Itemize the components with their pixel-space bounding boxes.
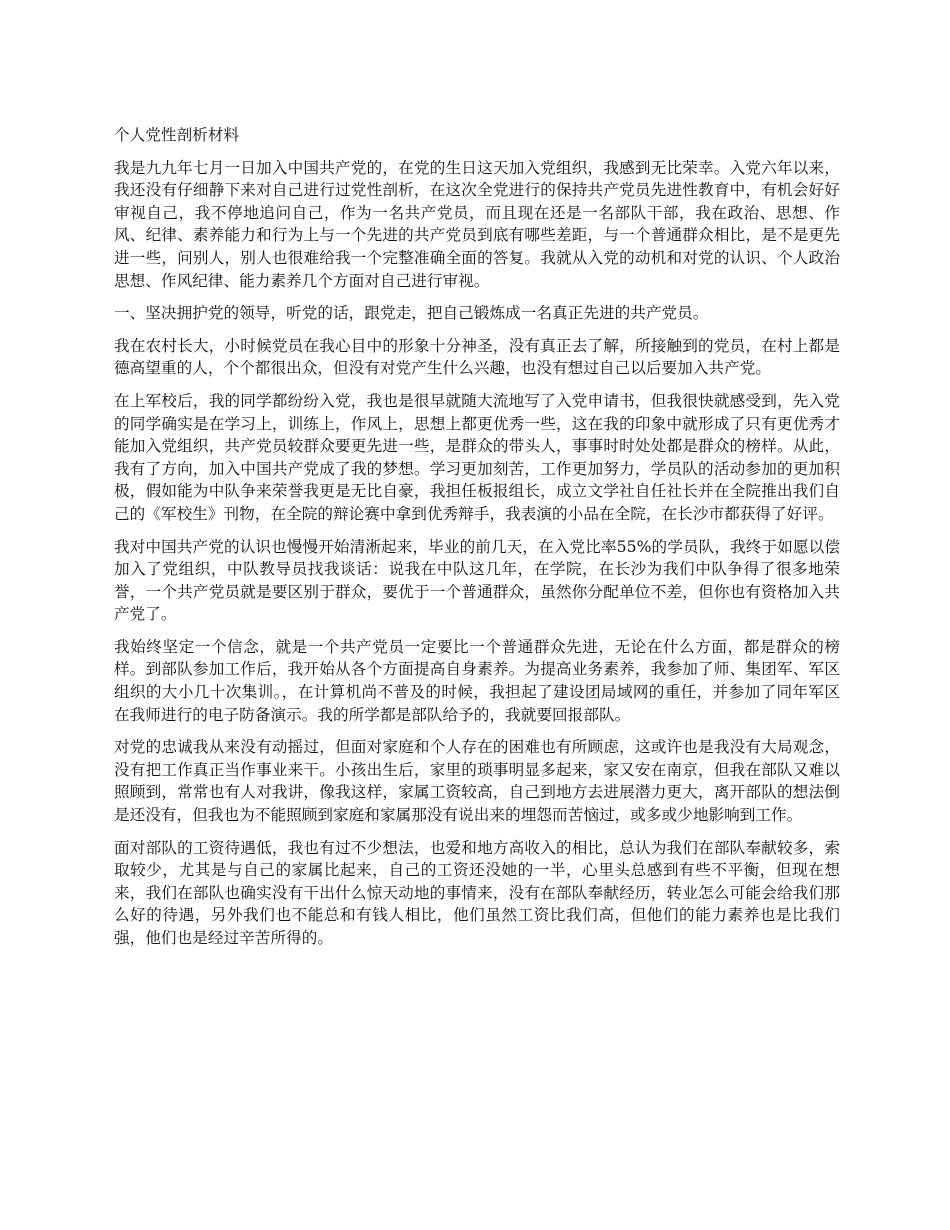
- paragraph-military-school: 在上军校后，我的同学都纷纷入党，我也是很早就随大流地写了入党申请书，但我很快就感受到，先入党的同学确实是在学习上，训练上，作风上，思想上都更优秀一些，这在我的印象中就形成了只有更优秀才能加入党组织，共产党员较群众要更先进一些，是群众的带头人，事事时时处处都是群众的榜样。从此，我有了方向，加入中国共产党成了我的梦想。学习更加刻苦，工作更加努力，学员队的活动参加的更加积极，假如能为中队争来荣誉我更是无比自豪，我担任板报组长，成立文学社自任社长并在全院推出我们自己的《军校生》刊物，在全院的辩论赛中拿到优秀辩手，我表演的小品在全院，在长沙市都获得了好评。: [114, 391, 840, 523]
- section-heading-1: 一、坚决拥护党的领导，听党的话，跟党走，把自己锻炼成一名真正先进的共产党员。: [114, 304, 709, 323]
- paragraph-belief: 我始终坚定一个信念，就是一个共产党员一定要比一个普通群众先进，无论在什么方面，都是群众的榜样。到部队参加工作后，我开始从各个方面提高自身素养。为提高业务素养，我参加了师、集团军、军区组织的大小几十次集训。，在计算机尚不普及的时候，我担起了建设团局域网的重任，并参加了同年军区在我师进行的电子防备演示。我的所学都是部队给予的，我就要回报部队。: [114, 637, 840, 724]
- paragraph-childhood: 我在农村长大，小时候党员在我心目中的形象十分神圣，没有真正去了解，所接触到的党员，在村上都是德高望重的人，个个都很出众，但没有对党产生什么兴趣，也没有想过自己以后要加入共产党。: [114, 336, 840, 378]
- paragraph-joining-party: 我对中国共产党的认识也慢慢开始清淅起来，毕业的前几天，在入党比率55%的学员队，我终于如愿以偿加入了党组织，中队教导员找我谈话：说我在中队这几年，在学院，在长沙为我们中队争得了很多地荣誉，一个共产党员就是要区别于群众，要优于一个普通群众，虽然你分配单位不差，但你也有资格加入共产党了。: [114, 537, 840, 624]
- document-page: [114, 124, 840, 960]
- paragraph-salary: 面对部队的工资待遇低，我也有过不少想法，也爱和地方高收入的相比，总认为我们在部队奉献较多，索取较少，尤其是与自己的家属比起来，自己的工资还没她的一半，心里头总感到有些不平衡，但现在想来，我们在部队也确实没有干出什么惊天动地的事情来，没有在部队奉献经历，转业怎么可能会给我们那么好的待遇，另外我们也不能总和有钱人相比，他们虽然工资比我们高，但他们的能力素养也是比我们强，他们也是经过辛苦所得的。: [114, 838, 840, 947]
- document-title: 个人党性剖析材料: [114, 126, 240, 144]
- paragraph-intro: 我是九九年七月一日加入中国共产党的，在党的生日这天加入党组织，我感到无比荣幸。入党六年以来，我还没有仔细静下来对自己进行过党性剖析，在这次全党进行的保持共产党员先进性教育中，有机会好好审视自己，我不停地追问自己，作为一名共产党员，而且现在还是一名部队干部，我在政治、思想、作风、纪律、素养能力和行为上与一个先进的共产党员到底有哪些差距，与一个普通群众相比，是不是更先进一些，问别人，别人也很难给我一个完整准确全面的答复。我就从入党的动机和对党的认识、个人政治思想、作风纪律、能力素养几个方面对自己进行审视。: [114, 158, 840, 290]
- paragraph-family: 对党的忠诚我从来没有动摇过，但面对家庭和个人存在的困难也有所顾虑，这或许也是我没有大局观念，没有把工作真正当作事业来干。小孩出生后，家里的琐事明显多起来，家又安在南京，但我在部队又难以照顾到，常常也有人对我讲，像我这样，家属工资较高，自己到地方去进展潜力更大，离开部队的想法倒是还没有，但我也为不能照顾到家庭和家属那没有说出来的埋怨而苦恼过，或多或少地影响到工作。: [114, 738, 840, 825]
